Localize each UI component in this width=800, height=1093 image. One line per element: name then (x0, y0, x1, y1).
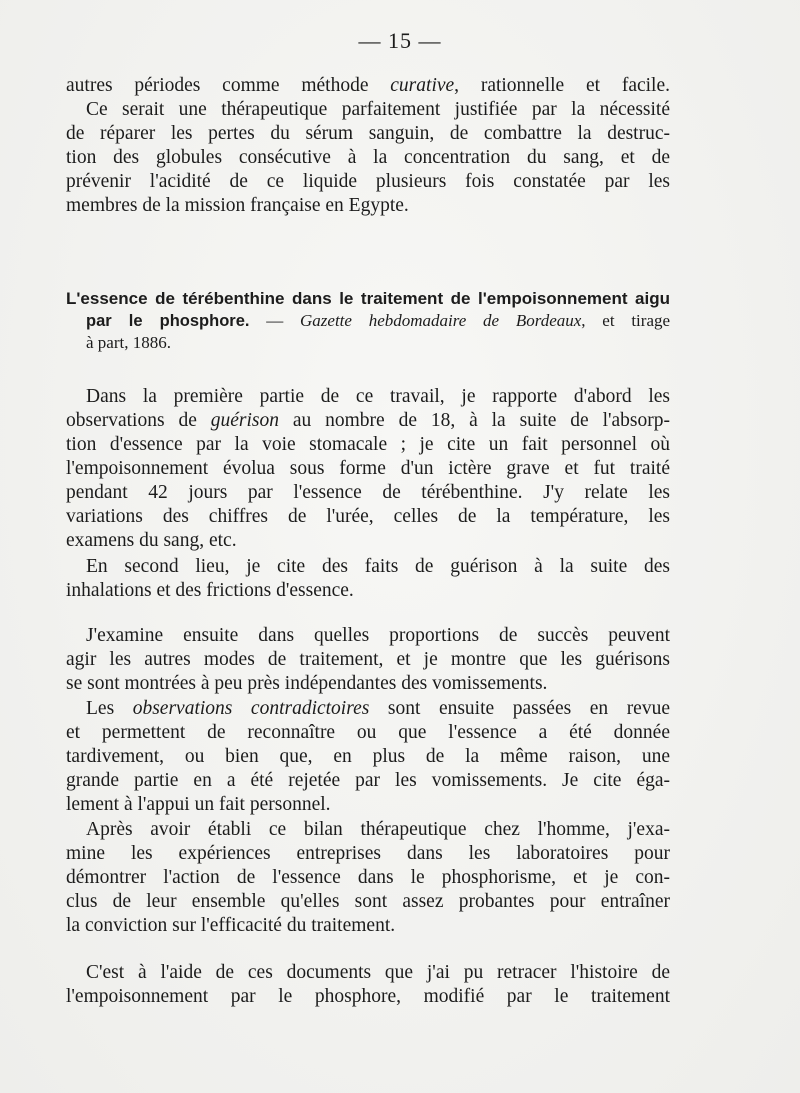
paragraph-4 (66, 624, 670, 696)
text-line: tardivement, ou bien que, en plus de la même raison, une (66, 746, 670, 767)
text-line: l'empoisonnement évolua sous forme d'un ictère grave et fut traité (66, 458, 670, 479)
text-line: J'examine ensuite dans quelles proportions de succès peuvent (86, 625, 670, 646)
paragraph-6 (66, 818, 670, 938)
page-number: — 15 — (358, 28, 442, 53)
paragraph-2 (66, 385, 670, 553)
text-line: grande partie en a été rejetée par les vomissements. Je cite éga- (66, 770, 670, 791)
text-line: de réparer les pertes du sérum sanguin, de combattre la destruc- (66, 123, 670, 144)
text-line: examens du sang, etc. (66, 530, 237, 551)
text-line: se sont montrées à peu près indépendantes des vomissements. (66, 673, 548, 694)
text-line: Après avoir établi ce bilan thérapeutique chez l'homme, j'exa- (86, 819, 670, 840)
journal-title: Gazette hebdomadaire de Bordeaux (300, 311, 582, 330)
text-line: tion d'essence par la voie stomacale ; je cite un fait personnel où (66, 434, 670, 455)
heading-title: L'essence de térébenthine dans le traitement de l'empoisonnement aigu (66, 289, 670, 308)
emphasis: curative (390, 75, 455, 96)
paragraph-3 (66, 555, 670, 603)
text-line: variations des chiffres de l'urée, celles de la température, les (66, 506, 670, 527)
text-line: la conviction sur l'efficacité du traitement. (66, 915, 396, 936)
emphasis: observations contradictoires (132, 698, 370, 719)
bibliography-heading (66, 288, 670, 354)
text-line: pendant 42 jours par l'essence de térébenthine. J'y relate les (66, 482, 670, 503)
heading-line: à part, 1886. (86, 333, 171, 352)
text-line: lement à l'appui un fait personnel. (66, 794, 331, 815)
text-line: inhalations et des frictions d'essence. (66, 580, 354, 601)
heading-line: par le phosphore. — Gazette hebdomadaire de Bordeaux, et tirage (86, 311, 671, 330)
text-line: prévenir l'acidité de ce liquide plusieurs fois constatée par les (66, 171, 670, 192)
text-line: tion des globules consécutive à la concentration du sang, et de (66, 147, 670, 168)
paragraph-5 (66, 697, 670, 817)
text-line: Ce serait une thérapeutique parfaitement justifiée par la nécessité (86, 99, 670, 120)
text-line: autres périodes comme méthode curative, rationnelle et facile. (66, 75, 670, 96)
text-line: C'est à l'aide de ces documents que j'ai pu retracer l'histoire de (86, 962, 670, 983)
text-line: agir les autres modes de traitement, et je montre que les guérisons (66, 649, 670, 670)
paragraph-7 (66, 961, 670, 1009)
text-line: Dans la première partie de ce travail, je rapporte d'abord les (86, 386, 670, 407)
text-line: En second lieu, je cite des faits de guérison à la suite des (86, 556, 670, 577)
emphasis: guérison (210, 410, 279, 431)
text-line: clus de leur ensemble qu'elles sont assez probantes pour entraîner (66, 891, 670, 912)
text-line: l'empoisonnement par le phosphore, modifié par le traitement (66, 986, 670, 1007)
paragraph-1 (66, 74, 670, 218)
text-line: observations de guérison au nombre de 18, à la suite de l'absorp- (66, 410, 670, 431)
text-line: membres de la mission française en Egypte. (66, 195, 409, 216)
text-line: démontrer l'action de l'essence dans le phosphorisme, et je con- (66, 867, 670, 888)
text-line: et permettent de reconnaître ou que l'essence a été donnée (66, 722, 670, 743)
text-line: mine les expériences entreprises dans les laboratoires pour (66, 843, 670, 864)
text-line: Les observations contradictoires sont ensuite passées en revue (86, 698, 670, 719)
